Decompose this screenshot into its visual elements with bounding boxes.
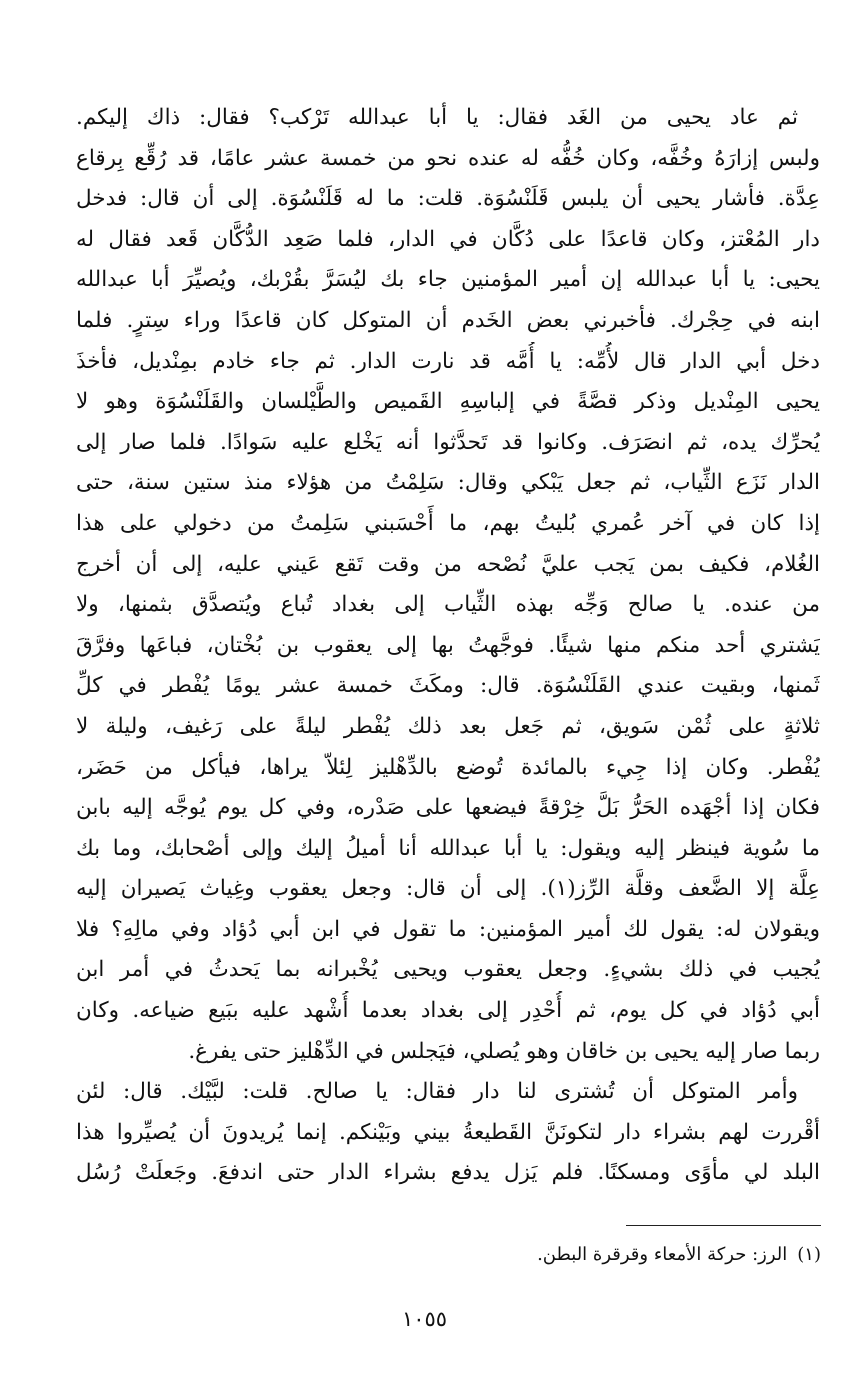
text-line: عِلَّة إلا الضَّعف وقلَّة الرِّز(١). إلى أن قال: وجعل يعقوب وغِياث يَصيران إليه — [76, 876, 820, 902]
text-line: وأمر المتوكل أن تُشترى لنا دار فقال: يا صالح. قلت: لبَّيْك. قال: لئن — [76, 1079, 798, 1105]
text-line: ثلاثةٍ على ثُمْن سَويق، ثم جَعل بعد ذلك يُفْطر ليلةً على رَغيف، وليلة لا — [76, 713, 820, 739]
footnote-marker: (١) — [797, 1244, 821, 1265]
footnote-text: الرز: حركة الأمعاء وقرقرة البطن. — [537, 1244, 788, 1265]
footnote-separator — [626, 1225, 821, 1226]
text-line: دخل أبي الدار قال لأُمِّه: يا أُمَّه قد نارت الدار. ثم جاء خادم بمِنْديل، فأخذَ — [76, 348, 820, 374]
text-line: من عنده. يا صالح وَجِّه بهذه الثِّياب إلى بغداد تُباع ويُتصدَّق بثمنها، ولا — [76, 592, 820, 618]
text-line: يُفْطر. وكان إذا جِيء بالمائدة تُوضع بالدِّهْليز لِئلاّ يراها، فيأكل من حَضَر، — [76, 754, 820, 780]
footnote — [200, 1241, 821, 1269]
text-line: ما سُوية فينظر إليه ويقول: يا أبا عبدالله أنا أميلُ إليك وإلى أصْحابك، وما بك — [76, 835, 820, 861]
text-line: عِدَّة. فأشار يحيى أن يلبس قَلَنْسُوَة. قلت: ما له قَلَنْسُوَة. إلى أن قال: فدخل — [76, 186, 820, 212]
text-line: البلد لي مأوًى ومسكنًا. فلم يَزل يدفع بشراء الدار حتى اندفعَ. وجَعلَتْ رُسُل — [76, 1160, 820, 1186]
text-line: الدار نَزَع الثِّياب، ثم جعل يَبْكي وقال: سَلِمْتُ من هؤلاء منذ ستين سنة، حتى — [76, 470, 820, 496]
main-text — [76, 98, 820, 1194]
text-line: ربما صار إليه يحيى بن خاقان وهو يُصلي، فيَجلس في الدِّهْليز حتى يفرغ. — [188, 1038, 820, 1064]
text-line: الغُلام، فكيف بمن يَجب عليَّ نُصْحه من وقت تَقع عَيني عليه، إلى أن أخرج — [76, 551, 820, 577]
text-line: ثَمنها، وبقيت عندي القَلَنْسُوَة. قال: ومكَثَ خمسة عشر يومًا يُفْطر في كلِّ — [76, 673, 820, 699]
text-line: ثم عاد يحيى من الغَد فقال: يا أبا عبدالله تَرْكب؟ فقال: ذاك إليكم. — [76, 105, 798, 130]
page-number: ١٠٥٥ — [401, 1307, 448, 1331]
text-line: ويقولان له: يقول لك أمير المؤمنين: ما تقول في ابن أبي دُؤاد وفي مالِهِ؟ فلا — [76, 916, 820, 942]
text-line: يُجيب في ذلك بشيءٍ. وجعل يعقوب ويحيى يُخْبرانه بما يَحدثُ في أمر ابن — [76, 957, 820, 983]
text-line: ابنه في حِجْرك. فأخبرني بعض الخَدم أن المتوكل كان قاعدًا وراء سِترٍ. فلما — [76, 307, 820, 333]
text-line: يحيى: يا أبا عبدالله إن أمير المؤمنين جاء بك ليُسَرَّ بقُرْبك، ويُصيِّرَ أبا عبدالله — [76, 267, 820, 293]
text-line: أبي دُؤاد في كل يوم، ثم أُحْدِر إلى بغداد بعدما أُشْهد عليه ببَيع ضياعه. وكان — [76, 998, 820, 1024]
text-line: أقْررت لهم بشراء دار لتكونَنَّ القَطيعةُ بيني وبَيْنكم. إنما يُريدونَ أن يُصيِّروا هذا — [76, 1119, 820, 1145]
text-line: يحيى المِنْديل وذكر قصَّةً في إلباسِهِ القَميص والطَّيْلسان والقَلَنْسُوَة وهو لا — [76, 389, 820, 415]
text-line: يَشتري أحد منكم منها شيئًا. فوجَّهتُ بها إلى يعقوب بن بُخْتان، فباعَها وفرَّقَ — [76, 632, 820, 658]
text-line: يُحرِّك يده، ثم انصَرَف. وكانوا قد تَحدَّثوا أنه يَخْلع عليه سَوادًا. فلما صار إلى — [76, 429, 820, 455]
text-line: ولبس إزارَهُ وخُفَّه، وكان خُفُّه له عنده نحو من خمسة عشر عامًا، قد رُقِّع بِرقاع — [76, 145, 820, 171]
paragraph-1 — [76, 98, 820, 1072]
text-line: إذا كان في آخر عُمري بُليتُ بهم، ما أَحْسَبني سَلِمتُ من دخولي على هذا — [76, 510, 820, 536]
text-line: دار المُعْتز، وكان قاعدًا على دُكَّان في الدار، فلما صَعِد الدُّكَّان قَعد فقال له — [76, 226, 820, 252]
paragraph-2 — [76, 1072, 820, 1194]
text-line: فكان إذا أجْهَده الحَرُّ بَلَّ خِرْقةً فيضعها على صَدْره، وفي كل يوم يُوجَّه إليه بابن — [76, 795, 820, 821]
